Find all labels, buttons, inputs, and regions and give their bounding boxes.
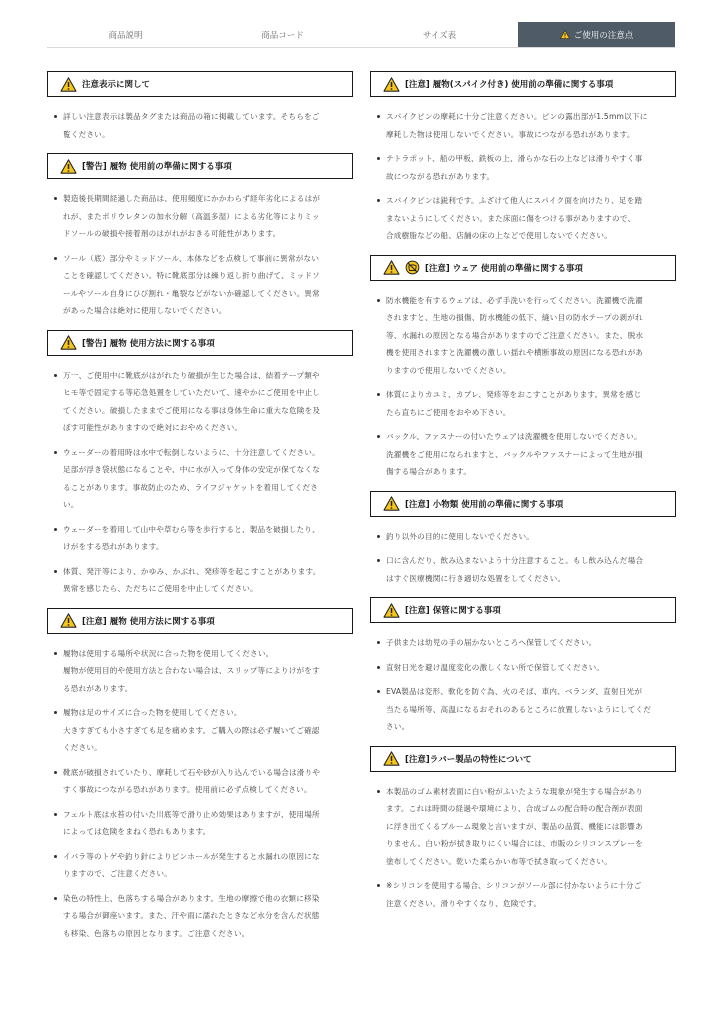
section-title: [注意] 履物(スパイク付き) 使用前の準備に関する事項 bbox=[405, 80, 614, 90]
warning-icon bbox=[383, 603, 400, 618]
notice-section bbox=[47, 71, 353, 143]
section-title: [注意] 小物類 使用前の準備に関する事項 bbox=[405, 499, 564, 510]
section-title: [注意] 保管に関する事項 bbox=[405, 606, 501, 616]
tab-usage-notes[interactable] bbox=[518, 22, 675, 47]
tab-label: サイズ表 bbox=[422, 30, 457, 41]
notice-section bbox=[370, 71, 676, 245]
section-title: [注意]ラバー製品の特性について bbox=[405, 754, 532, 765]
list-item: 靴底が破損されていたり、摩耗して石や砂が入り込んでいる場合は滑りや すく事故につながる恐れがあります。使用前に必ず点検してください。 bbox=[54, 764, 353, 799]
section-title: 注意表示に関して bbox=[82, 80, 151, 90]
notice-section bbox=[47, 330, 353, 598]
list-item: 万一、ご使用中に靴底がはがれたり破損が生じた場合は、結着テープ類や ヒモ等で固定する等応急処置をしていただいて、速やかにご使用を中止し てください。破損したままでご使用になる事は身体生命に重大な危険を及 ぼす可能性がありますので絶対におやめください。 bbox=[54, 367, 353, 437]
list-item: スパイクピンは鋭利です。ふざけて他人にスパイク面を向けたり、足を踏 まないようにしてください。また床面に傷をつける事がありますので、 合成樹脂などの船、店舗の床の上などで使用しないでください。 bbox=[377, 192, 676, 245]
section-heading bbox=[47, 71, 353, 97]
notice-section bbox=[370, 746, 676, 913]
notice-section bbox=[47, 608, 353, 943]
warning-icon bbox=[60, 613, 77, 628]
tab-product-code[interactable] bbox=[204, 22, 361, 47]
list-item: EVA製品は変形、軟化を防ぐ為、火のそば、車内、ベランダ、直射日光が 当たる場所等、高温になるおそれのあるところに放置しないようにしてくだ さい。 bbox=[377, 683, 676, 736]
section-heading bbox=[47, 608, 353, 634]
no-dryer-icon bbox=[405, 260, 420, 275]
notice-list bbox=[370, 292, 676, 481]
list-item: ※シリコンを使用する場合、シリコンがソール部に付かないように十分ご 注意ください。滑りやすくなり、危険です。 bbox=[377, 877, 676, 912]
tab-label: 商品説明 bbox=[108, 30, 143, 41]
list-item: 釣り以外の目的に使用しないでください。 bbox=[377, 528, 676, 546]
section-heading bbox=[370, 255, 676, 281]
notice-list bbox=[370, 528, 676, 588]
list-item: イバラ等のトゲや釣り針によりピンホールが発生すると水漏れの原因にな りますので、ご注意ください。 bbox=[54, 848, 353, 883]
list-item: 直射日光を避け温度変化の激しくない所で保管してください。 bbox=[377, 659, 676, 677]
section-heading bbox=[370, 597, 676, 623]
notice-section bbox=[47, 153, 353, 320]
section-heading bbox=[370, 71, 676, 97]
warning-icon bbox=[60, 159, 77, 174]
notice-section bbox=[370, 597, 676, 736]
warning-icon bbox=[60, 335, 77, 350]
notice-list bbox=[370, 634, 676, 736]
list-item: 体質、発汗等により、かゆみ、かぶれ、発疹等を起こすことがあります。 異常を感じたら、ただちにご使用を中止してください。 bbox=[54, 563, 353, 598]
section-heading bbox=[370, 491, 676, 517]
warning-icon bbox=[383, 77, 400, 92]
section-title: [警告] 履物 使用方法に関する事項 bbox=[82, 338, 215, 349]
list-item: 防水機能を有するウェアは、必ず手洗いを行ってください。洗濯機で洗濯 されますと、生地の損傷、防水機能の低下、縫い目の防水テープの剥がれ 等、水漏れの原因となる場合がありますのでご注意ください。また、脱水 機を使用されますと洗濯機の激しい揺れや横断事故の原因になる恐れがあ りますので使用しないでください。 bbox=[377, 292, 676, 380]
notice-section bbox=[370, 491, 676, 588]
warning-icon bbox=[560, 30, 570, 39]
tab-label: 商品コード bbox=[261, 30, 304, 41]
tab-size-chart[interactable] bbox=[361, 22, 518, 47]
left-column bbox=[47, 71, 353, 952]
section-title: [警告] 履物 使用前の準備に関する事項 bbox=[82, 162, 232, 172]
notice-list bbox=[370, 108, 676, 245]
warning-icon bbox=[383, 260, 400, 275]
list-item: バックル、ファスナーの付いたウェアは洗濯機を使用しないでください。 洗濯機をご使用になられますと、バックルやファスナーによって生地が損 傷する場合があります。 bbox=[377, 428, 676, 481]
right-column bbox=[370, 71, 676, 922]
warning-icon bbox=[383, 751, 400, 766]
list-item: 履物は使用する場所や状況に合った物を使用してください。 履物が使用目的や使用方法と合わない場合は、スリップ等によりけがをす る恐れがあります。 bbox=[54, 645, 353, 698]
section-heading bbox=[47, 153, 353, 179]
list-item: ソール（底）部分やミッドソール、本体などを点検して事前に異常がない ことを確認してください。特に靴底部分は繰り返し折り曲げて、ミッドソ ールやソール自身にひび割れ・亀裂などがないか確認してください。異常 があった場合は絶対に使用しないでください。 bbox=[54, 250, 353, 320]
list-item: 本製品のゴム素材表面に白い粉がふいたような現象が発生する場合があり ます。これは時間の経過や環境により、合成ゴムの配合時の配合剤が表面 に浮き出てくるブルーム現象と言いますが、製品の品質、機能には影響あ りません。白い粉が拭き取りにくい場合には、市販のシリコンスプレーを 塗布してください。乾いた柔らかい布等で拭き取ってください。 bbox=[377, 783, 676, 871]
list-item: フェルト底は水苔の付いた川底等で滑り止め効果はありますが、使用場所 によっては危険をまねく恐れもあります。 bbox=[54, 806, 353, 841]
tab-label: ご使用の注意点 bbox=[573, 30, 634, 41]
list-item: 口に含んだり、飲み込まないよう十分注意すること。もし飲み込んだ場合 はすぐ医療機関に行き適切な処置をしてください。 bbox=[377, 552, 676, 587]
list-item: スパイクピンの摩耗に十分ご注意ください。ピンの露出部が1.5mm以下に 摩耗した物は使用しないでください。事故につながる恐れがあります。 bbox=[377, 108, 676, 143]
notice-list bbox=[47, 190, 353, 320]
list-item: ウェーダーを着用して山中や草むら等を歩行すると、製品を破損したり、 けがをする恐れがあります。 bbox=[54, 521, 353, 556]
warning-icon bbox=[383, 496, 400, 511]
section-title: [注意] ウェア 使用前の準備に関する事項 bbox=[425, 263, 583, 274]
notice-list bbox=[47, 108, 353, 143]
notice-list bbox=[47, 367, 353, 598]
notice-list bbox=[370, 783, 676, 913]
section-title: [注意] 履物 使用方法に関する事項 bbox=[82, 616, 215, 627]
list-item: 染色の特性上、色落ちする場合があります。生地の摩擦で他の衣類に移染 する場合が御座います。また、汗や雨に濡れたときなど水分を含んだ状態 も移染、色落ちの原因となります。ご注意ください。 bbox=[54, 890, 353, 943]
notice-section bbox=[370, 255, 676, 481]
warning-icon bbox=[60, 77, 77, 92]
tab-bar bbox=[47, 22, 675, 48]
list-item: 製造後長期間経過した商品は、使用頻度にかかわらず経年劣化によるはが れが、またポリウレタンの加水分解（高温多湿）による劣化等によりミッ ドソールの破損や接着剤のはがれがおきる可能性があります。 bbox=[54, 190, 353, 243]
notice-list bbox=[47, 645, 353, 943]
list-item: ウェーダーの着用時は水中で転倒しないように、十分注意してください。 足部が浮き袋状態になることや、中に水が入って身体の安定が保てなくな ることがあります。事故防止のため、ライフジャケットを着用してくださ い。 bbox=[54, 444, 353, 514]
section-heading bbox=[370, 746, 676, 772]
list-item: 体質によりカユミ、カブレ、発疹等をおこすことがあります。異常を感じ たら直ちにご使用をおやめ下さい。 bbox=[377, 386, 676, 421]
section-heading bbox=[47, 330, 353, 356]
list-item: 履物は足のサイズに合った物を使用してください。 大きすぎても小さすぎても足を痛めます。ご購入の際は必ず履いてご確認 ください。 bbox=[54, 704, 353, 757]
tab-product-description[interactable] bbox=[47, 22, 204, 47]
list-item: テトラポット、船の甲板、鉄板の上、滑らかな石の上などは滑りやすく事 故につながる恐れがあります。 bbox=[377, 150, 676, 185]
list-item: 子供または幼児の手の届かないところへ保管してください。 bbox=[377, 634, 676, 652]
list-item: 詳しい注意表示は製品タグまたは商品の箱に掲載しています。そちらをご 覧ください。 bbox=[54, 108, 353, 143]
